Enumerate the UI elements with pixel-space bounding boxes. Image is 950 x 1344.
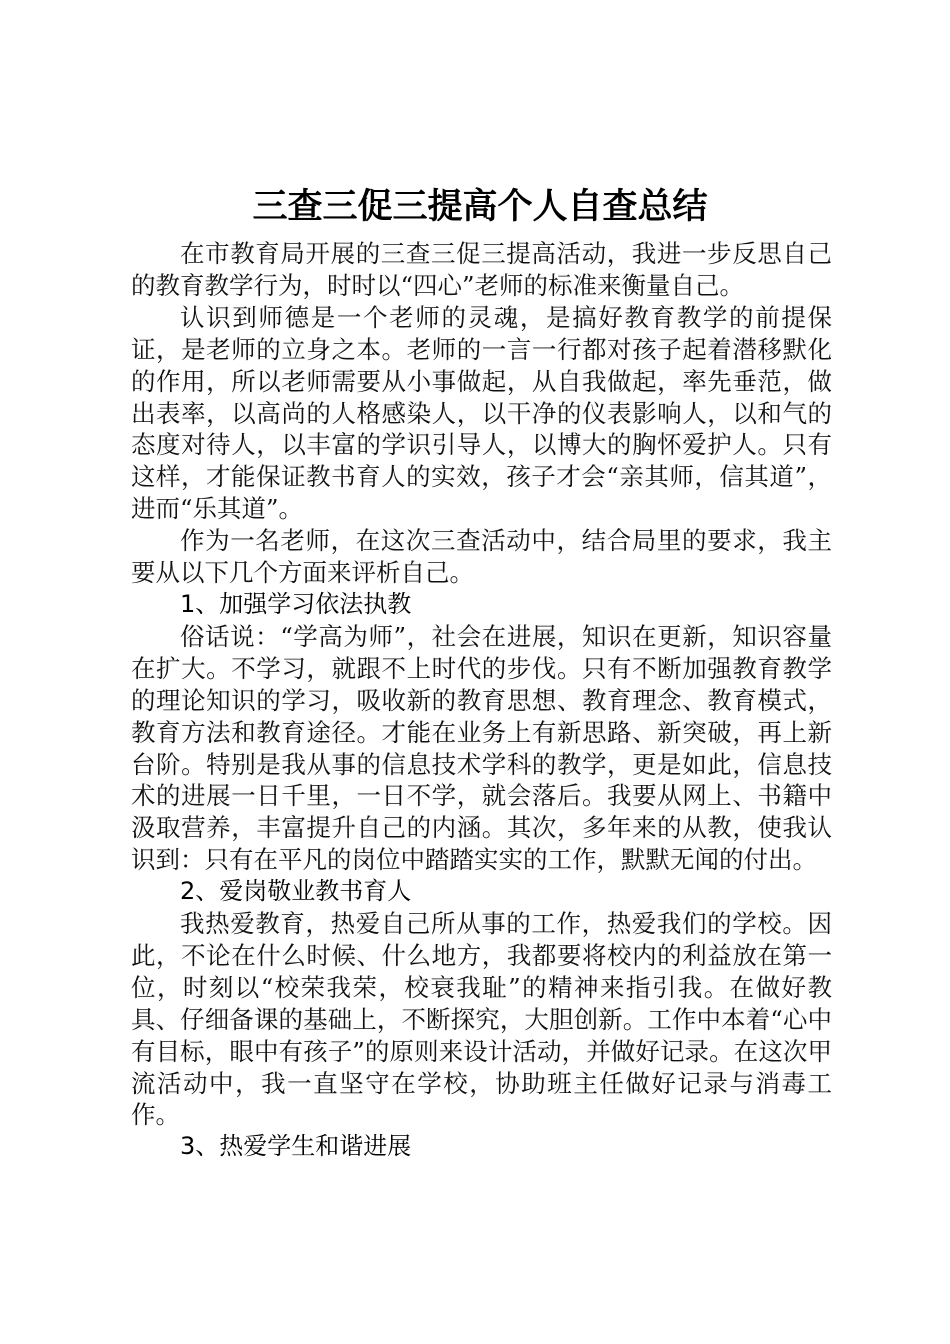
- document-body: [131, 238, 832, 1163]
- document-title: 三查三促三提高个人自查总结: [252, 187, 708, 227]
- paragraph-self-review: 作为一名老师，在这次三查活动中，结合局里的要求，我主要从以下几个方面来评析自己。: [131, 526, 832, 588]
- paragraph-dedication: 我热爱教育，热爱自己所从事的工作，热爱我们的学校。因此，不论在什么时候、什么地方，我都要将校内的利益放在第一位，时刻以“校荣我荣，校衰我耻”的精神来指引我。在做好教具、仔细备课的基础上，不断探究，大胆创新。工作中本着“心中有目标，眼中有孩子”的原则来设计活动，并做好记录。在这次甲流活动中，我一直坚守在学校，协助班主任做好记录与消毒工作。: [131, 909, 832, 1130]
- section-heading-3: 3、热爱学生和谐进展: [180, 1132, 412, 1161]
- section-heading-1: 1、加强学习依法执教: [180, 589, 412, 618]
- section-heading-2: 2、爱岗敬业教书育人: [180, 877, 412, 906]
- paragraph-intro: 在市教育局开展的三查三促三提高活动，我进一步反思自己的教育教学行为，时时以“四心”老师的标准来衡量自己。: [131, 239, 832, 300]
- paragraph-learning: 俗话说：“学高为师”，社会在进展，知识在更新，知识容量在扩大。不学习，就跟不上时代的步伐。只有不断加强教育教学的理论知识的学习，吸收新的教育思想、教育理念、教育模式，教育方法和教育途径。才能在业务上有新思路、新突破，再上新台阶。特别是我从事的信息技术学科的教学，更是如此，信息技术的进展一日千里，一日不学，就会落后。我要从网上、书籍中汲取营养，丰富提升自己的内涵。其次，多年来的从教，使我认识到：只有在平凡的岗位中踏踏实实的工作，默默无闻的付出。: [131, 621, 832, 875]
- paragraph-teacher-ethics: 认识到师德是一个老师的灵魂，是搞好教育教学的前提保证，是老师的立身之本。老师的一言一行都对孩子起着潜移默化的作用，所以老师需要从小事做起，从自我做起，率先垂范，做出表率，以高尚的人格感染人，以干净的仪表影响人，以和气的态度对待人，以丰富的学识引导人，以博大的胸怀爱护人。只有这样，才能保证教书育人的实效，孩子才会“亲其师，信其道”，进而“乐其道”。: [131, 302, 832, 524]
